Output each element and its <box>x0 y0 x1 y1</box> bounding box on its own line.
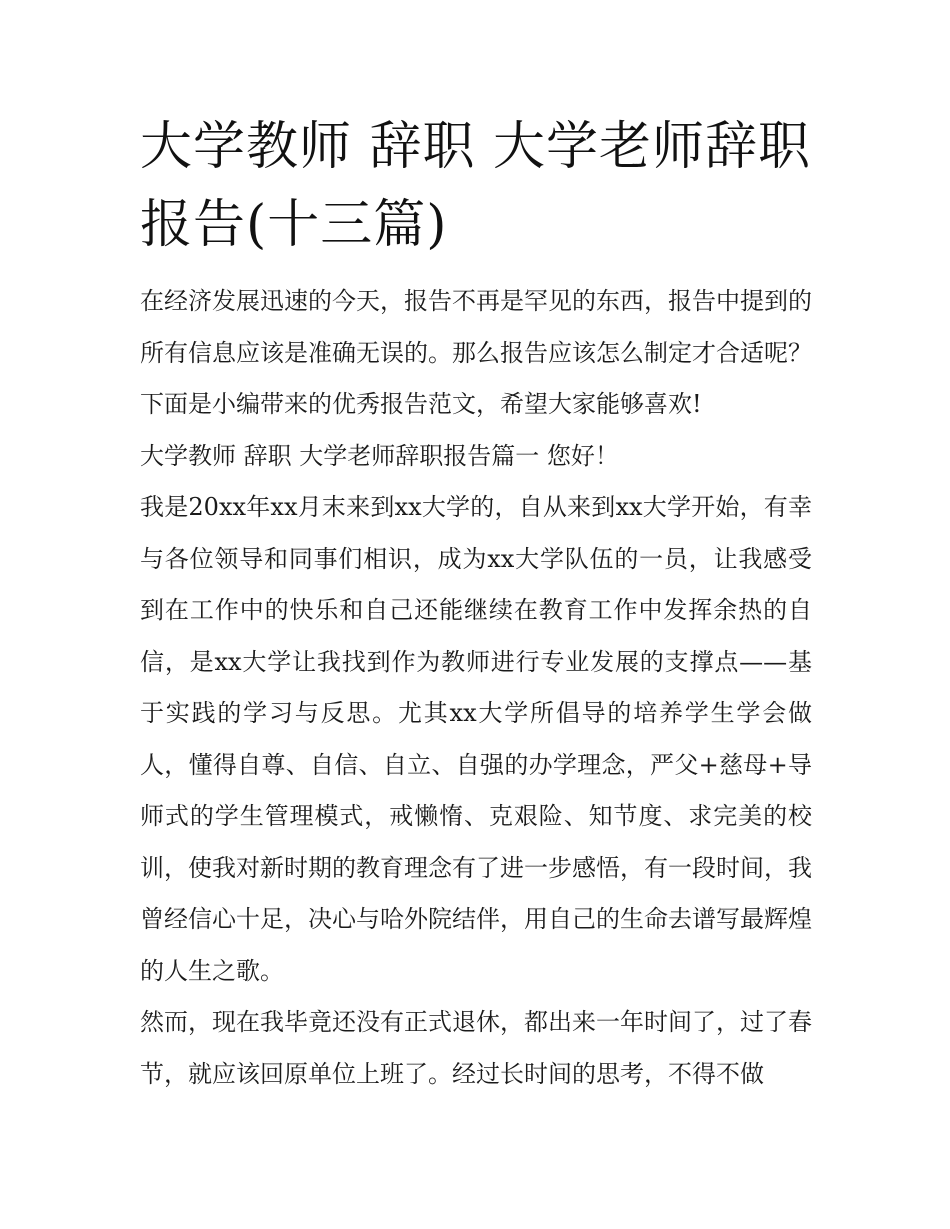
title-line-1: 大学教师 辞职 大学老师辞职 <box>140 117 812 177</box>
section-heading-paragraph: 大学教师 辞职 大学老师辞职报告篇一 您好！ <box>140 441 619 470</box>
document-body <box>140 276 812 1100</box>
intro-paragraph: 在经济发展迅速的今天，报告不再是罕见的东西，报告中提到的所有信息应该是准确无误的。那么报告应该怎么制定才合适呢？下面是小编带来的优秀报告范文，希望大家能够喜欢! <box>140 287 812 418</box>
document-title <box>140 108 820 264</box>
title-line-2: 报告(十三篇) <box>140 195 448 255</box>
body-paragraph-2: 然而，现在我毕竟还没有正式退休，都出来一年时间了，过了春节，就应该回原单位上班了。经过长时间的思考，不得不做 <box>140 1008 812 1088</box>
body-paragraph-1: 我是20xx年xx月末来到xx大学的，自从来到xx大学开始，有幸与各位领导和同事们相识，成为xx大学队伍的一员，让我感受到在工作中的快乐和自己还能继续在教育工作中发挥余热的自信，是xx大学让我找到作为教师进行专业发展的支撑点——基于实践的学习与反思。尤其xx大学所倡导的培养学生学会做人，懂得自尊、自信、自立、自强的办学理念，严父+慈母+导师式的学生管理模式，戒懒惰、克艰险、知节度、求完美的校训，使我对新时期的教育理念有了进一步感悟，有一段时间，我曾经信心十足，决心与哈外院结伴，用自己的生命去谱写最辉煌的人生之歌。 <box>140 493 812 985</box>
